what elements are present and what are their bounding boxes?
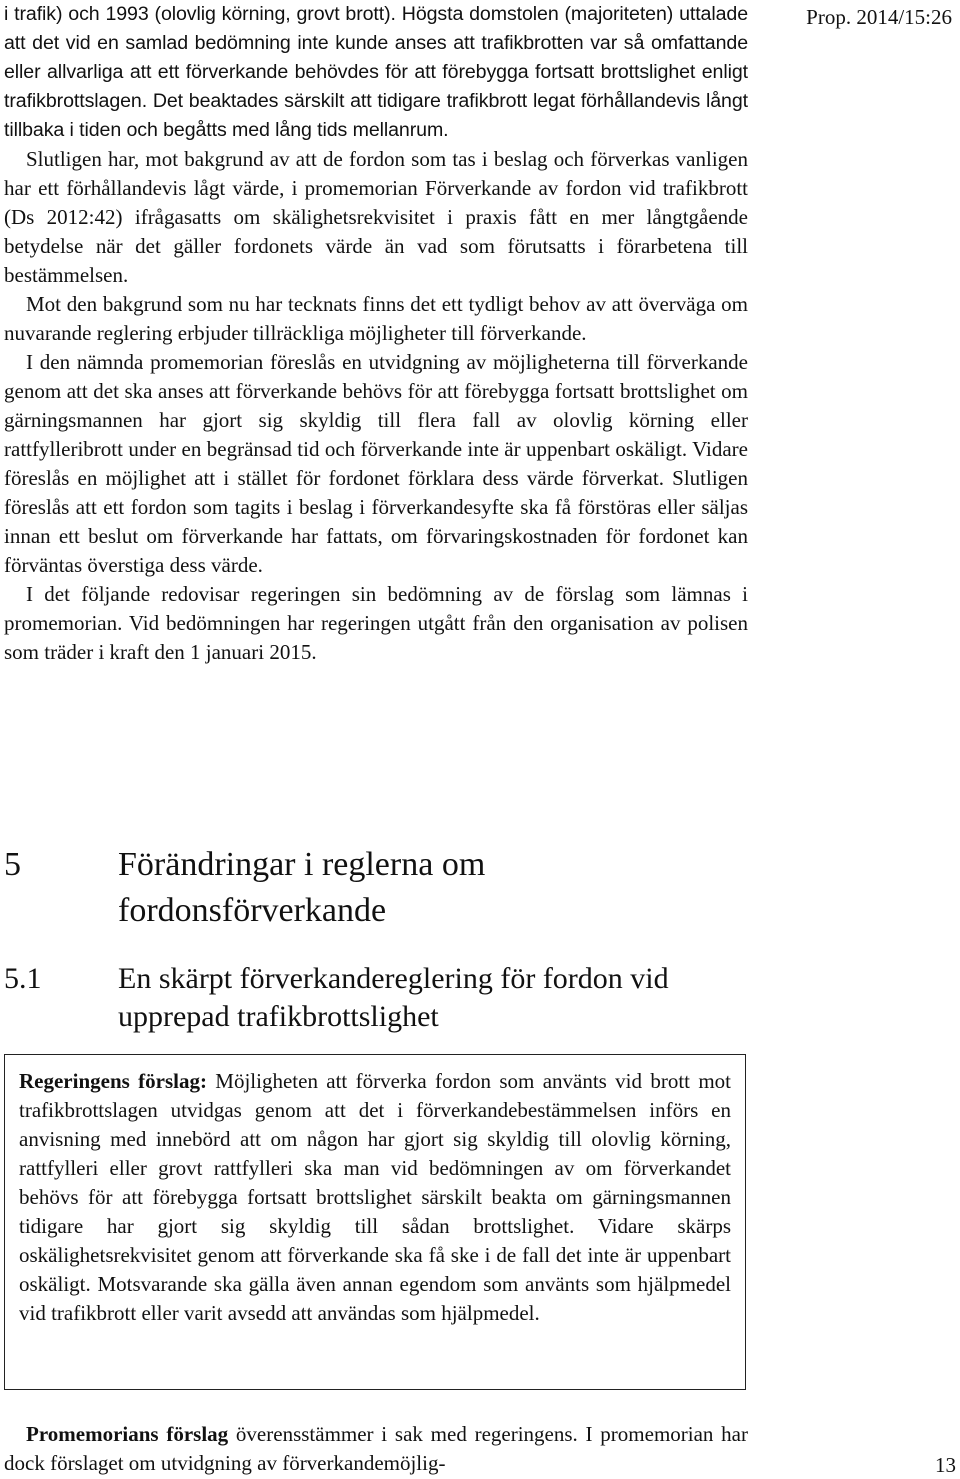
paragraph-continuation: i trafik) och 1993 (olovlig körning, grovt brott). Högsta domstolen (majoriteten) uttalade att det vid en samlad bedömning inte kunde anses att trafikbrotten var så omfattande eller allvarliga att ett förverkande behövdes för att förebygga fortsatt brottslighet enligt trafikbrottslagen. Det beaktades särskilt att tidigare trafikbrott legat förhållandevis långt tillbaka i tiden och begåtts med lång tids mellanrum. (4, 3, 748, 141)
government-proposal-box (4, 1054, 746, 1390)
paragraph: Slutligen har, mot bakgrund av att de fordon som tas i beslag och förverkas vanligen har ett förhållandevis lågt värde, i promemorian Förverkande av fordon vid trafikbrott (Ds 2012:42) ifrågasatts om skälighetsrekvisitet i praxis fått en mer långtgående betydelse när det gäller fordonets värde än vad som förutsatts i förarbetena till bestämmelsen. (4, 147, 748, 287)
proposition-reference: Prop. 2014/15:26 (806, 5, 952, 29)
section-heading (4, 842, 748, 934)
subsection-title: En skärpt förverkandereglering för fordon vid upprepad trafikbrottslighet (118, 962, 669, 1033)
memorandum-paragraph (4, 1420, 748, 1478)
section-number: 5 (4, 846, 21, 883)
subsection-heading (4, 960, 748, 1036)
paragraph: Mot den bakgrund som nu har tecknats finns det ett tydligt behov av att överväga om nuvarande reglering erbjuder tillräckliga möjligheter till förverkande. (4, 292, 748, 345)
body-text (4, 0, 748, 667)
paragraph: I det följande redovisar regeringen sin bedömning av de förslag som lämnas i promemorian. Vid bedömningen har regeringen utgått från den organisation av polisen som träder i kraft den 1 januari 2015. (4, 582, 748, 664)
section-title: Förändringar i reglerna om fordonsförverkande (118, 846, 486, 929)
proposal-paragraph (19, 1067, 731, 1328)
memorandum-comparison (4, 1420, 748, 1478)
memorandum-text: överensstämmer i sak med regeringens. I promemorian har dock förslaget om utvidgning av förverkandemöjlig- (4, 1422, 748, 1475)
proposal-label: Regeringens förslag: (19, 1069, 207, 1093)
memorandum-label: Promemorians förslag (26, 1422, 229, 1446)
page-number: 13 (935, 1453, 956, 1477)
proposal-text: Möjligheten att förverka fordon som använts vid brott mot trafikbrottslagen utvidgas genom att det i förverkandebestämmelsen införs en anvisning med innebörd att om någon har gjort sig skyldig till olovlig körning, rattfylleri eller grovt rattfylleri ska man vid bedömningen av om förverkandet behövs för att förebygga fortsatt brottslighet särskilt beakta om gärningsmannen tidigare har gjort sig skyldig till sådan brottslighet. Vidare skärps oskälighetsrekvisitet genom att förverkande ska få ske i de fall det inte är uppenbart oskäligt. Motsvarande ska gälla även annan egendom som använts som hjälpmedel vid trafikbrott eller varit avsedd att användas som hjälpmedel. (19, 1069, 731, 1325)
subsection-number: 5.1 (4, 962, 42, 995)
paragraph: I den nämnda promemorian föreslås en utvidgning av möjligheterna till förverkande genom att det ska anses att förverkande behövs för att förebygga fortsatt brottslighet om gärningsmannen har gjort sig skyldig till flera fall av olovlig körning eller rattfylleribrott under en begränsad tid och förverkande inte är uppenbart oskäligt. Vidare föreslås en möjlighet att i stället för fordonet förklara dess värde förverkat. Slutligen föreslås att ett fordon som tagits i beslag i förverkandesyfte ska få förstöras eller säljas innan ett beslut om förverkande har fattats, om förvaringskostnaden för fordonet kan förväntas överstiga dess värde. (4, 350, 748, 577)
